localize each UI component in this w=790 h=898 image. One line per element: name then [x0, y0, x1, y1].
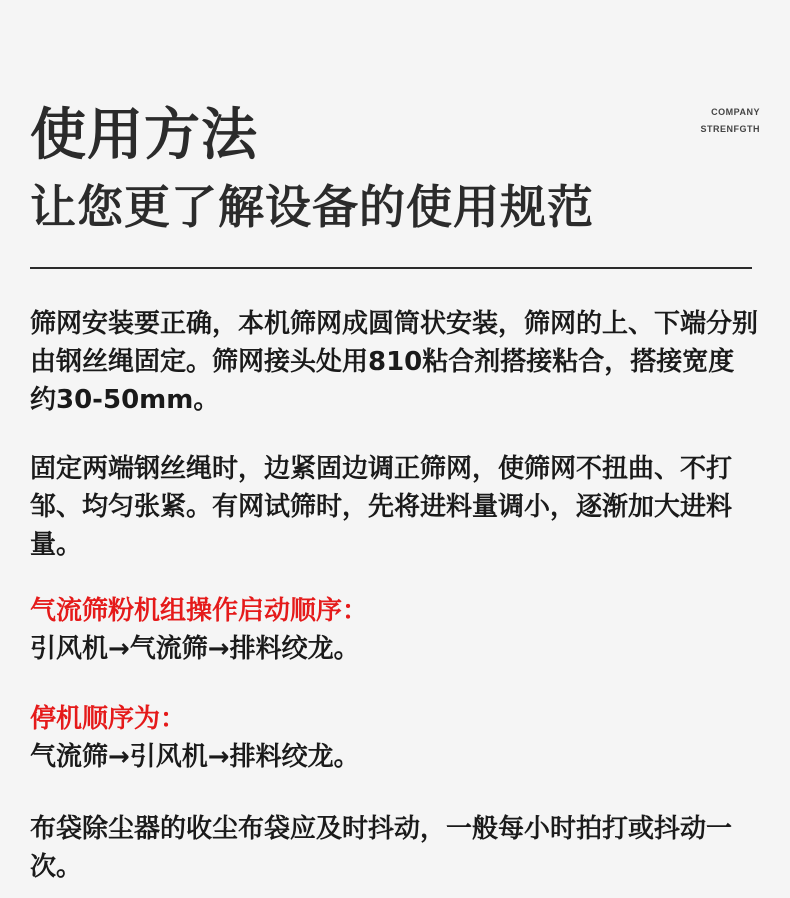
corner-label [701, 104, 761, 138]
startup-sequence [30, 592, 758, 668]
page-title: 使用方法 [30, 103, 258, 168]
corner-label-line1: COMPANY [711, 107, 760, 117]
divider [30, 267, 752, 269]
startup-sequence-heading: 气流筛粉机组操作启动顺序： [30, 596, 369, 626]
paragraph-dust-bag: 布袋除尘器的收尘布袋应及时抖动，一般每小时拍打或抖动一次。 [30, 814, 733, 882]
startup-sequence-body: 引风机→气流筛→排料绞龙。 [30, 634, 360, 664]
shutdown-sequence-body: 气流筛→引风机→排料绞龙。 [30, 742, 360, 772]
shutdown-sequence-heading: 停机顺序为： [30, 704, 187, 734]
corner-label-line2: STRENFGTH [700, 124, 760, 134]
paragraph-screen-install: 筛网安装要正确，本机筛网成圆筒状安装，筛网的上、下端分别由钢丝绳固定。筛网接头处用810粘合剂搭接粘合，搭接宽度约30-50mm。 [30, 309, 759, 415]
paragraph-screen-fixing: 固定两端钢丝绳时，边紧固边调正筛网，使筛网不扭曲、不打邹、均匀张紧。有网试筛时，先将进料量调小，逐渐加大进料量。 [30, 454, 733, 560]
page-subtitle: 让您更了解设备的使用规范 [30, 180, 594, 234]
shutdown-sequence [30, 700, 758, 776]
